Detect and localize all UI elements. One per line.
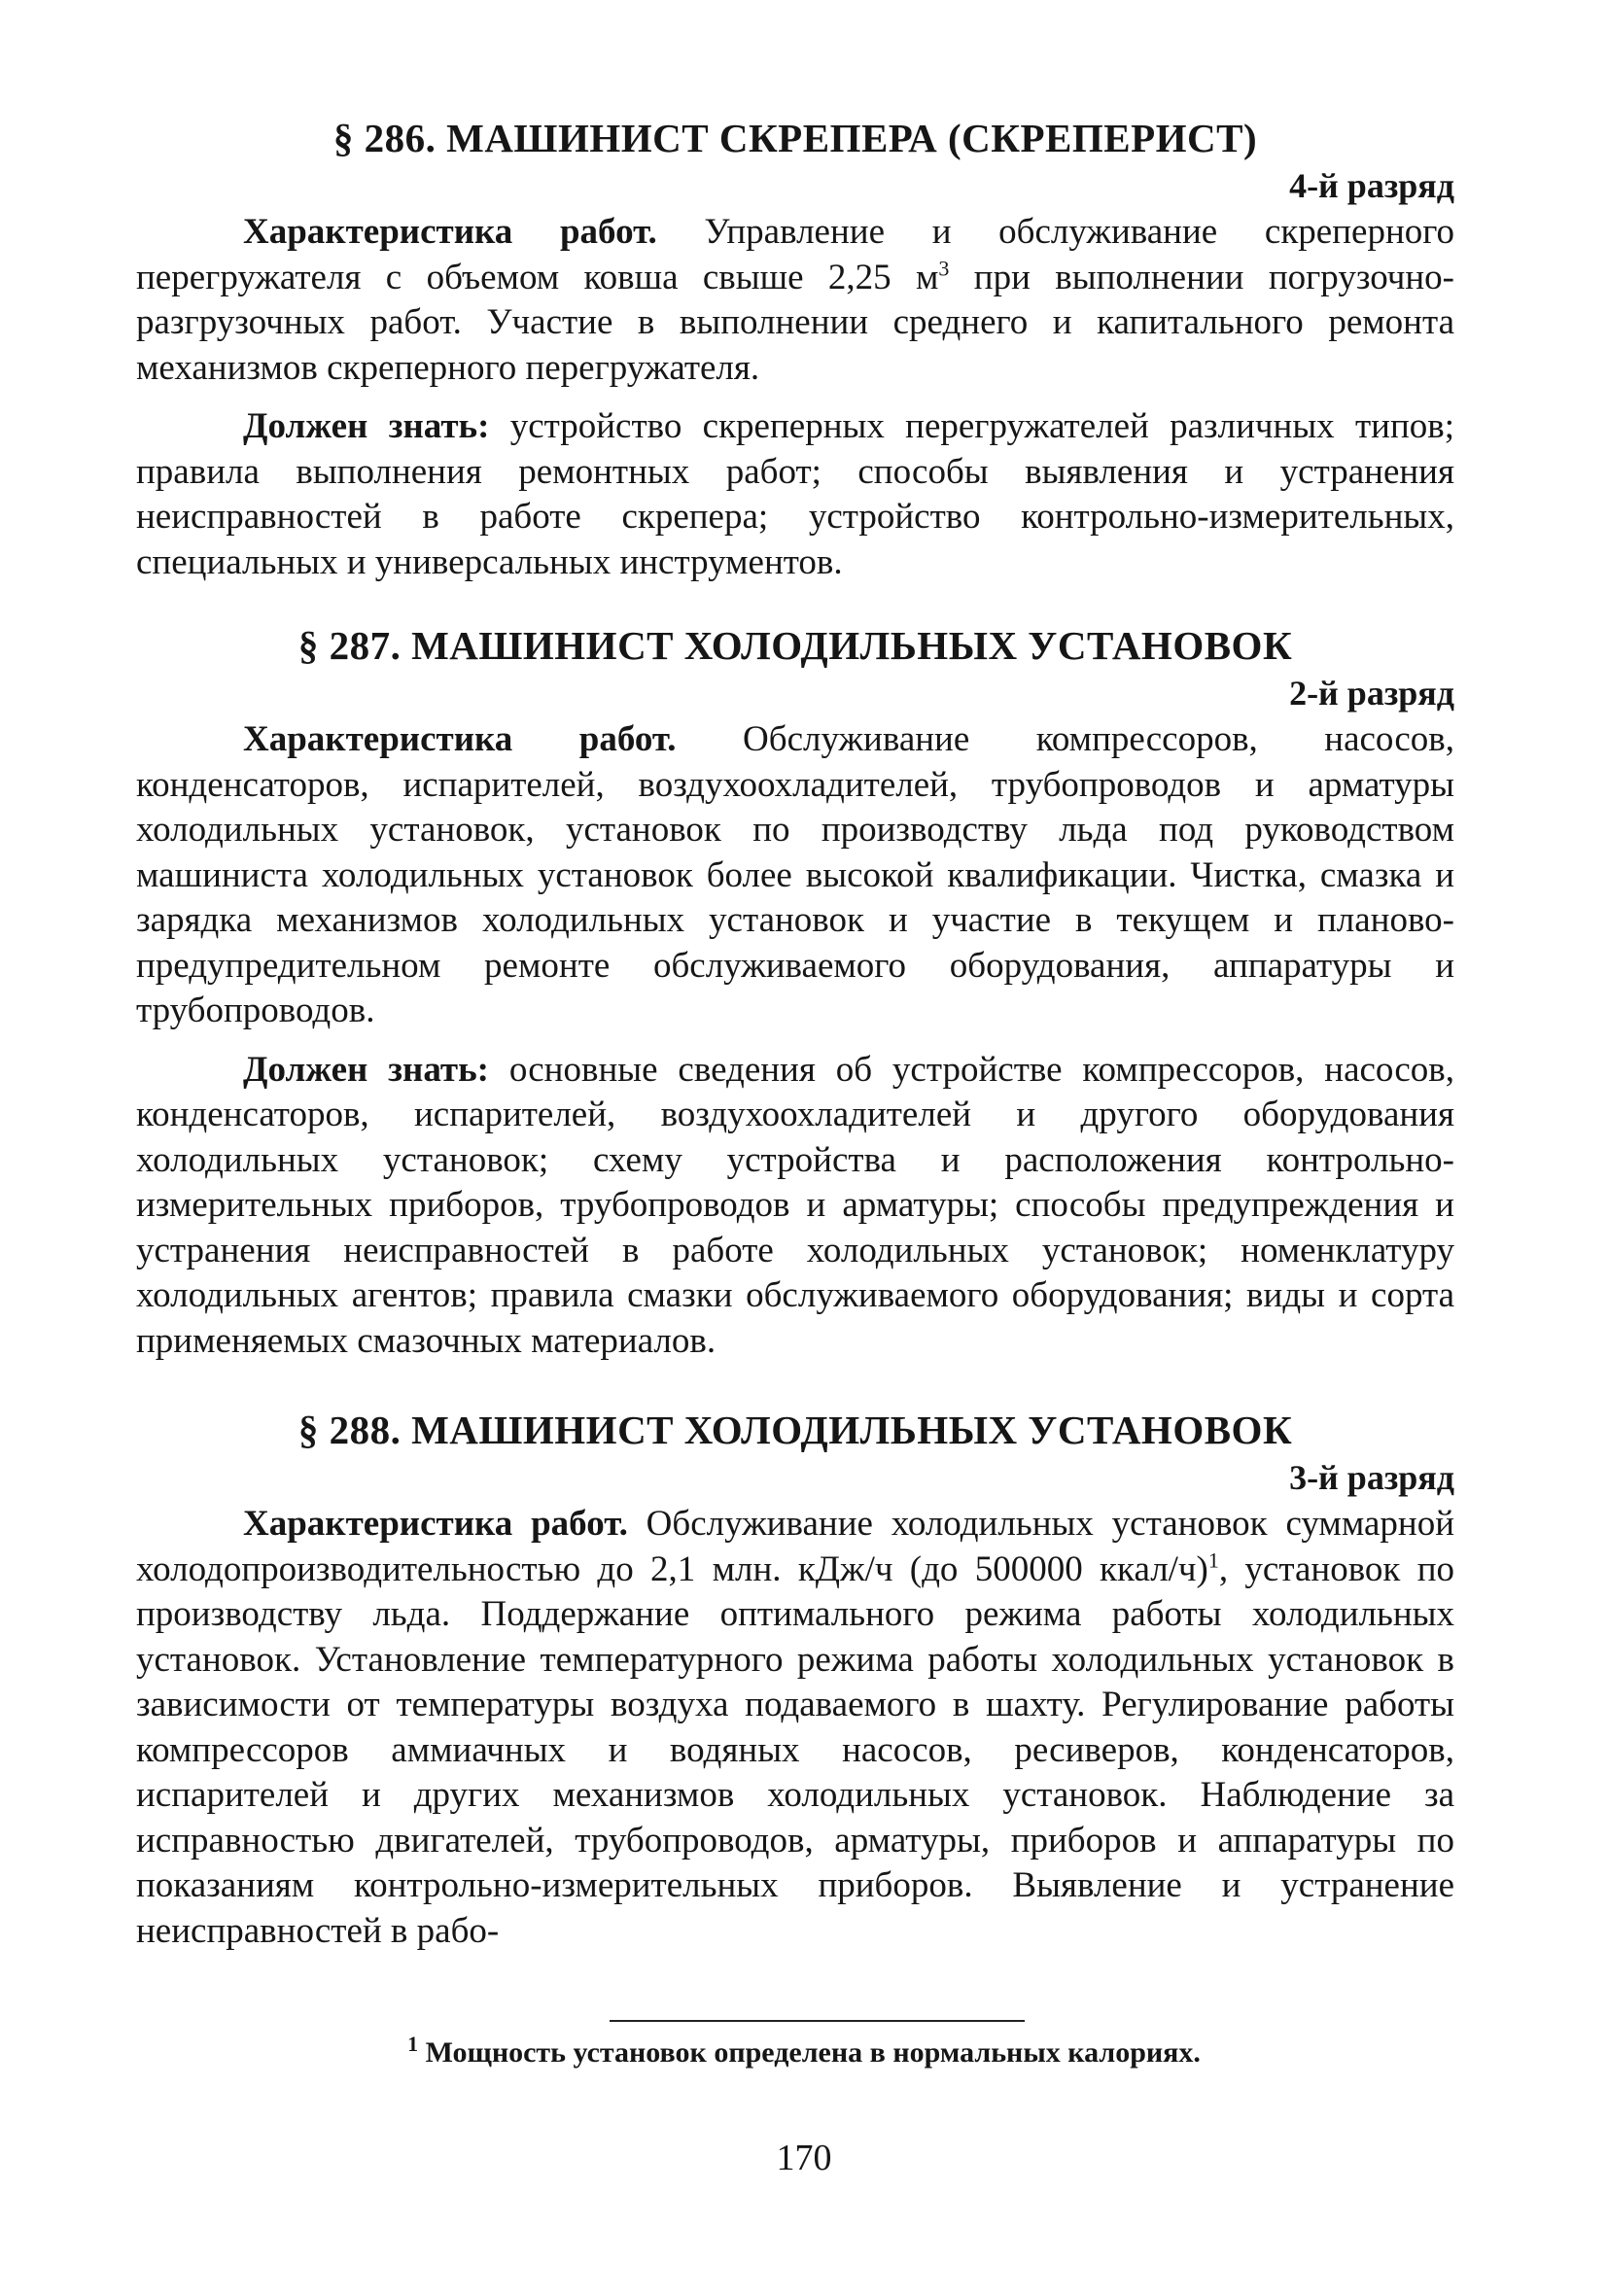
grade-label: 3-й разряд — [1289, 1458, 1454, 1497]
paragraph-text: при выполнении погрузочно-разгрузочных работ. Участие в выполнении среднего и капитального ремонта механизмов скреперного перегружателя. — [136, 257, 1454, 388]
footnote-separator — [610, 2020, 1025, 2022]
grade-label: 2-й разряд — [1289, 674, 1454, 713]
section-title: § 288. МАШИНИСТ ХОЛОДИЛЬНЫХ УСТАНОВОК — [297, 1408, 1293, 1452]
paragraph-text: Обслуживание холодильных установок суммарной холодопроизводительностью до 2,1 млн. кДж/ч (до 500000 ккал/ч) — [136, 1504, 1455, 1589]
section-title: § 287. МАШИНИСТ ХОЛОДИЛЬНЫХ УСТАНОВОК — [297, 623, 1293, 668]
footnote-text: Мощность установок определена в нормальных калориях. — [418, 2036, 1201, 2069]
paragraph-text: основные сведения об устройстве компрессоров, насосов, конденсаторов, испарителей, воздухоохладителей и другого оборудования холодильных установок; схему устройства и расположения контрольно-измерительных приборов, трубопроводов и арматуры; способы предупреждения и устранения неисправностей в работе холодильных установок; номенклатуру холодильных агентов; правила смазки обслуживаемого оборудования; виды и сорта применяемых смазочных материалов. — [136, 1049, 1454, 1361]
work-characteristics-paragraph — [136, 1502, 1454, 1954]
paragraph-text: Обслуживание компрессоров, насосов, конденсаторов, испарителей, воздухоохладителей, трубопроводов и арматуры холодильных установок, установок по производству льда под руководством машиниста холодильных установок более высокой квалификации. Чистка, смазка и зарядка механизмов холодильных установок и участие в текущем и планово-предупредительном ремонте обслуживаемого оборудования, аппаратуры и трубопроводов. — [136, 719, 1454, 1030]
must-know-paragraph — [136, 1048, 1454, 1365]
section-288 — [136, 1407, 1454, 1954]
footnote-reference: 1 — [1207, 1548, 1219, 1573]
paragraph-lead: Должен знать: — [243, 1049, 489, 1090]
paragraph-lead: Характеристика работ. — [243, 1504, 628, 1544]
grade-label: 4-й разряд — [1289, 166, 1454, 205]
paragraph-text: устройство скреперных перегружателей различных типов; правила выполнения ремонтных работ; способы выявления и устранения неисправностей в работе скрепера; устройство контрольно-измерительных, специальных и универсальных инструментов. — [136, 406, 1454, 582]
page-number: 170 — [776, 2138, 832, 2178]
work-characteristics-paragraph — [136, 717, 1454, 1034]
paragraph-lead: Характеристика работ. — [243, 719, 677, 759]
work-characteristics-paragraph — [136, 210, 1454, 391]
paragraph-lead: Должен знать: — [243, 406, 490, 446]
section-286 — [136, 115, 1454, 585]
section-287 — [136, 622, 1454, 1364]
footnote-marker: 1 — [407, 2032, 419, 2056]
must-know-paragraph — [136, 404, 1454, 585]
section-title: § 286. МАШИНИСТ СКРЕПЕРА (СКРЕПЕРИСТ) — [332, 116, 1258, 160]
footnote — [0, 2034, 1608, 2072]
paragraph-text: , установок по производству льда. Поддержание оптимального режима работы холодильных установок. Установление температурного режима работы холодильных установок в зависимости от температуры воздуха подаваемого в шахту. Регулирование работы компрессоров аммиачных и водяных насосов, ресиверов, конденсаторов, испарителей и других механизмов холодильных установок. Наблюдение за исправностью двигателей, трубопроводов, арматуры, приборов и аппаратуры по показаниям контрольно-измерительных приборов. Выявление и устранение неисправностей в рабо- — [136, 1548, 1455, 1951]
paragraph-text: Управление и обслуживание скреперного перегружателя с объемом ковша свыше 2,25 м — [136, 212, 1454, 297]
superscript: 3 — [938, 256, 950, 281]
paragraph-lead: Характеристика работ. — [243, 212, 657, 252]
